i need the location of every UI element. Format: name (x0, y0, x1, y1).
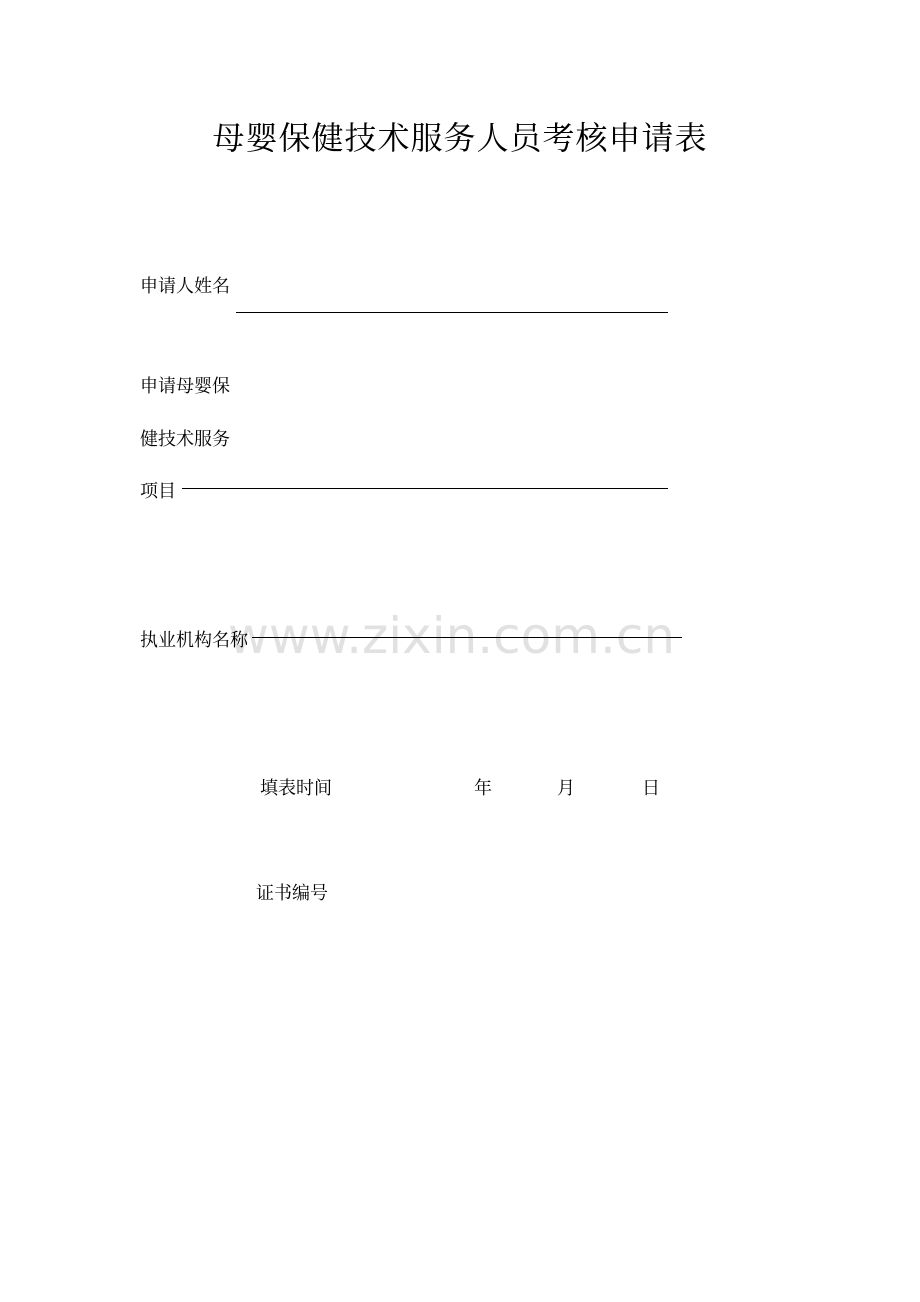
institution-name-line (252, 637, 682, 638)
service-item-label-line3: 项目 (140, 481, 176, 502)
month-label: 月 (557, 778, 575, 799)
applicant-name-line (236, 312, 668, 313)
form-title: 母婴保健技术服务人员考核申请表 (212, 119, 708, 157)
fill-time-label: 填表时间 (260, 778, 332, 799)
day-label: 日 (642, 778, 660, 799)
certificate-number-label: 证书编号 (256, 883, 328, 904)
service-item-label-line1: 申请母婴保 (140, 376, 230, 397)
institution-name-label: 执业机构名称 (140, 630, 248, 651)
watermark: www.zixin.com.cn (228, 607, 676, 665)
service-item-label-line2: 健技术服务 (140, 429, 230, 450)
service-item-line (182, 488, 668, 489)
applicant-name-label: 申请人姓名 (140, 276, 230, 297)
year-label: 年 (474, 778, 492, 799)
